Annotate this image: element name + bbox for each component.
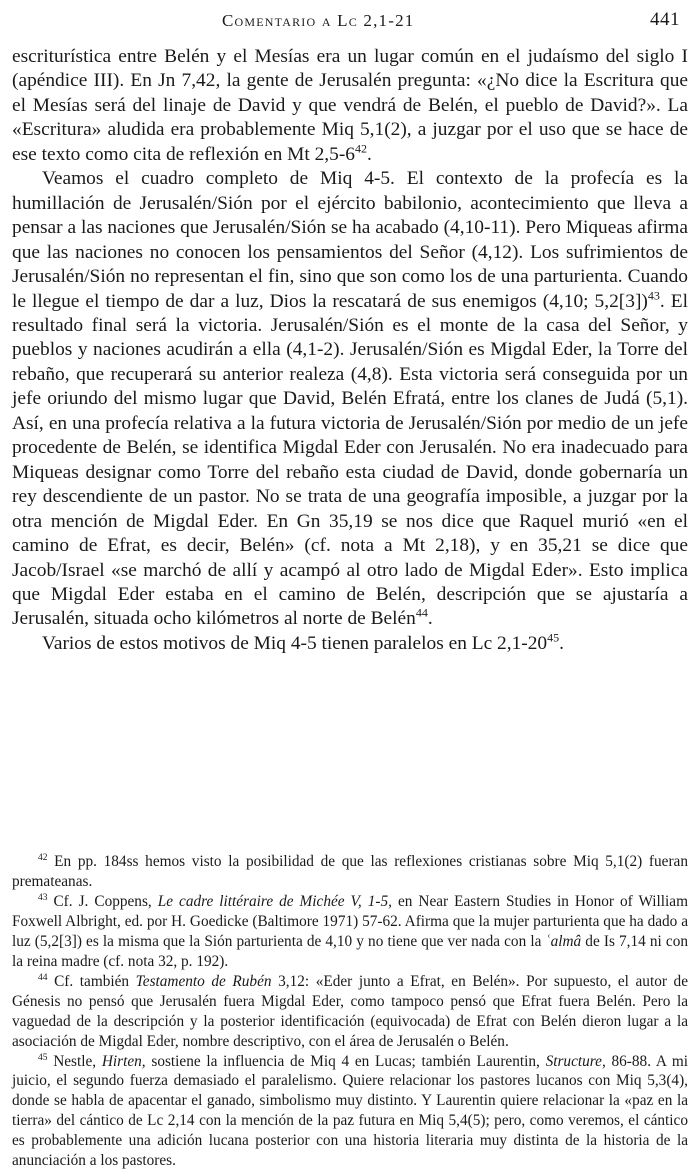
main-text <box>12 45 688 656</box>
paragraph-2 <box>12 167 688 632</box>
footnote-44-text-a: Cf. también <box>54 972 136 990</box>
footnote-43-title: Le cadre littéraire de Michée V, 1-5, <box>157 892 392 910</box>
footnote-42 <box>12 852 688 892</box>
paragraph-1: escriturística entre Belén y el Mesías era un lugar común en el judaísmo del siglo I (apéndice III). En Jn 7,42, la gente de Jerusalén pregunta: «¿No dice la Escritura que el Mesías será del linaje de David y que vendrá de Belén, el pueblo de David?». La «Escritura» aludida era probablemente Miq 5,1(2), a juzgar por el uso que se hace de ese texto como cita de reflexión en Mt 2,5-6$^{42}$. <box>12 46 688 165</box>
footnote-45-text-b: sostiene la influencia de Miq 4 en Lucas; también Laurentin, <box>145 1052 546 1070</box>
footnote-43-text-c: de Is 7,14 ni con la reina madre (cf. nota 32, p. 192). <box>12 932 688 970</box>
footnote-45-title-2: Structure, <box>545 1052 606 1070</box>
footnote-44-mark: 44 <box>38 972 48 983</box>
book-page <box>12 0 688 1170</box>
paragraph-2-text-c: . <box>427 608 433 630</box>
note-ref-42: 42 <box>355 141 368 156</box>
footnote-44-title: Testamento de Rubén <box>135 972 272 990</box>
page-number: 441 <box>650 9 680 30</box>
footnote-43-mark: 43 <box>38 892 48 903</box>
note-ref-45: 45 <box>547 630 560 645</box>
footnote-44 <box>12 972 688 1052</box>
note-ref-44: 44 <box>415 605 428 620</box>
footnote-45 <box>12 1052 688 1171</box>
footnote-44-text-b: 3,12: «Eder junto a Efrat, en Belén». Por supuesto, el autor de Génesis no pensó que Jerusalén fuera Migdal Eder, como tampoco pensó que Efrat fuera Belén. Pero la vaguedad de la descripción y la posterior identificación (equivocada) de Efrat con Belén dieron lugar a la asociación de Migdal Eder, nombre descriptivo, con el área de Jerusalén o Belén. <box>12 972 688 1050</box>
footnote-45-mark: 45 <box>38 1052 48 1063</box>
footnote-43 <box>12 892 688 972</box>
footnote-43-word: ʿalmâ <box>545 932 582 950</box>
paragraph-3 <box>12 632 688 656</box>
paragraph-3-end: . <box>559 632 564 654</box>
footnote-43-text-a: Cf. J. Coppens, <box>53 892 158 910</box>
footnote-42-mark: 42 <box>38 852 48 863</box>
footnote-45-title-1: Hirten, <box>101 1052 146 1070</box>
page-header <box>12 7 688 33</box>
paragraph-2-text-b: . El resultado final será la victoria. Jerusalén/Sión es el monte de la casa del Señor, y pueblos y naciones acudirán a ella (4,1-2). Jerusalén/Sión es Migdal Eder, la Torre del rebaño, que recuperará su anterior realeza (4,8). Esta victoria será conseguida por un jefe oriundo del mismo lugar que David, Belén Efratá, entre los clanes de Judá (5,1). Así, en una profecía relativa a la futura victoria de Jerusalén/Sión por medio de un jefe procedente de Belén, se identifica Migdal Eder con Jerusalén. No era inadecuado para Miqueas designar como Torre del rebaño esta ciudad de David, donde gobernaría un rey descendiente de un pastor. No se trata de una geografía imposible, a juzgar por la otra mención de Migdal Eder. En Gn 35,19 se nos dice que Raquel murió «en el camino de Efrat, es decir, Belén» (cf. nota a Mt 2,18), y en 35,21 se dice que Jacob/Israel «se marchó de allí y acampó al otro lado de Migdal Eder». Esto implica que Migdal Eder estaba en el camino de Belén, descripción que se ajustaría a Jerusalén, situada ocho kilómetros al norte de Belén <box>12 290 688 630</box>
footnote-43-text-b: en Near Eastern Studies in Honor of William Foxwell Albright, ed. por H. Goedicke (Baltimore 1971) 57-62. Afirma que la mujer parturienta que ha dado a luz (5,2[3]) es la misma que la Sión parturienta de 4,10 y no tiene que ver nada con la <box>12 892 688 950</box>
footnote-45-text-a: Nestle, <box>53 1052 102 1070</box>
footnotes <box>12 852 688 1171</box>
running-head: Comentario a Lc 2,1-21 <box>222 11 415 30</box>
note-ref-43: 43 <box>647 288 660 303</box>
paragraph-3-text: Varios de estos motivos de Miq 4-5 tienen paralelos en Lc 2,1-20 <box>42 632 548 654</box>
paragraph-1-text: escriturística entre Belén y el Mesías era un lugar común en el judaísmo del siglo I (apéndice III). En Jn 7,42, la gente de Jerusalén pregunta: «¿No dice la Escritura que el Mesías será del linaje de David y que vendrá de Belén, el pueblo de David?». La «Escritura» aludida era probablemente Miq 5,1(2), a juzgar por el uso que se hace de ese texto como cita de reflexión en Mt 2,5-6 <box>12 46 688 165</box>
footnote-45-text-c: 86-88. A mi juicio, el segundo fuerza demasiado el paralelismo. Quiere relacionar los pastores lucanos con Miq 5,3(4), donde se habla de apacentar el ganado, simbolismo muy distinto. Y Laurentin quiere relacionar la «paz en la tierra» del cántico de Lc 2,14 con la mención de la paz futura en Miq 5,4(5); pero, como veremos, el cántico es probablemente una adición lucana posterior con una historia literaria muy distinta de la historia de la anunciación a los pastores. <box>12 1052 688 1170</box>
footnote-42-text: En pp. 184ss hemos visto la posibilidad de que las reflexiones cristianas sobre Miq 5,1(2) fueran premateanas. <box>12 853 688 890</box>
paragraph-2-text-a: Veamos el cuadro completo de Miq 4-5. El contexto de la profecía es la humillación de Jerusalén/Sión por el ejército babilonio, acontecimiento que lleva a pensar a las naciones que Jerusalén/Sión se ha acabado (4,10-11). Pero Miqueas afirma que las naciones no conocen los pensamientos del Señor (4,12). Los sufrimientos de Jerusalén/Sión no representan el fin, sino que son como los de una parturienta. Cuando le llegue el tiempo de dar a luz, Dios la rescatará de sus enemigos (4,10; 5,2[3]) <box>12 168 688 312</box>
